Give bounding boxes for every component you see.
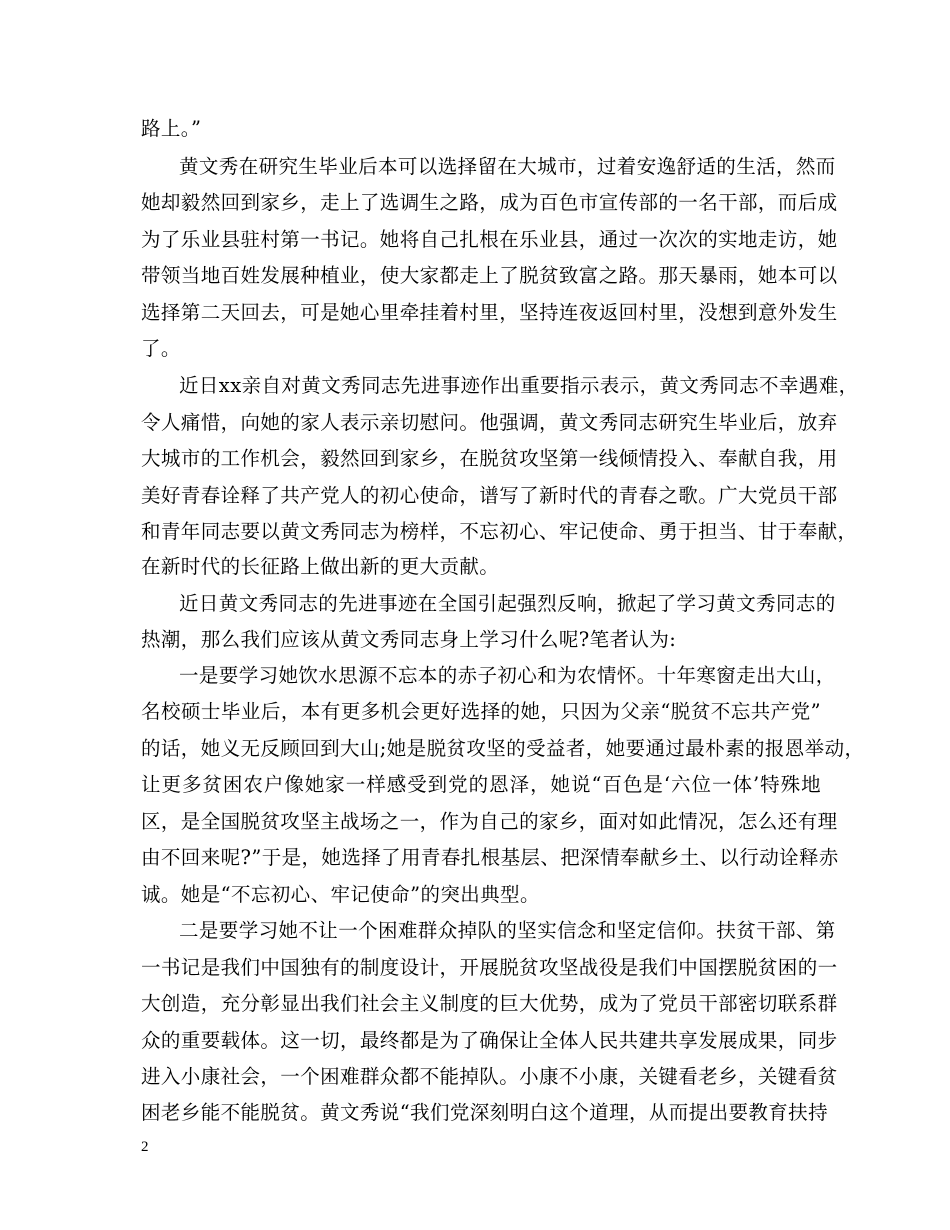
text-line: 在新时代的长征路上做出新的更大贡献。: [141, 555, 500, 578]
text-line: 热潮，那么我们应该从黄文秀同志身上学习什么呢?笔者认为:: [141, 628, 677, 651]
page-number: 2: [141, 1139, 149, 1155]
text-line: 和青年同志要以黄文秀同志为榜样，不忘初心、牢记使命、勇于担当、甘于奉献，: [141, 520, 858, 543]
text-line: 由不回来呢?”于是，她选择了用青春扎根基层、把深情奉献乡土、以行动诠释赤: [141, 846, 839, 869]
text-line: 一是要学习她饮水思源不忘本的赤子初心和为农情怀。十年寒窗走出大山，: [179, 664, 836, 687]
text-line: 路上。”: [141, 117, 202, 140]
text-line: 进入小康社会，一个困难群众都不能掉队。小康不小康，关键看老乡，关键看贫: [141, 1065, 838, 1088]
text-line: 她却毅然回到家乡，走上了选调生之路，成为百色市宣传部的一名干部，而后成: [141, 191, 838, 214]
text-line: 大城市的工作机会，毅然回到家乡，在脱贫攻坚第一线倾情投入、奉献自我，用: [141, 447, 838, 470]
text-line: 困老乡能不能脱贫。黄文秀说“我们党深刻明白这个道理，从而提出要教育扶持: [141, 1101, 828, 1124]
text-line: 近日黄文秀同志的先进事迹在全国引起强烈反响，掀起了学习黄文秀同志的: [179, 592, 836, 615]
text-line: 二是要学习她不让一个困难群众掉队的坚实信念和坚定信仰。扶贫干部、第: [179, 919, 836, 942]
text-line: 诚。她是“不忘初心、牢记使命”的突出典型。: [141, 883, 540, 906]
text-line: 黄文秀在研究生毕业后本可以选择留在大城市，过着安逸舒适的生活，然而: [179, 155, 836, 178]
text-line: 大创造，充分彰显出我们社会主义制度的巨大优势，成为了党员干部密切联系群: [141, 992, 838, 1015]
text-line: 美好青春诠释了共产党人的初心使命，谱写了新时代的青春之歌。广大党员干部: [141, 484, 838, 507]
text-line: 区，是全国脱贫攻坚主战场之一，作为自己的家乡，面对如此情况，怎么还有理: [141, 810, 838, 833]
text-line: 众的重要载体。这一切，最终都是为了确保让全体人民共建共享发展成果，同步: [141, 1029, 838, 1052]
text-line: 一书记是我们中国独有的制度设计，开展脱贫攻坚战役是我们中国摆脱贫困的一: [141, 956, 838, 979]
text-line: 了。: [141, 337, 181, 360]
text-line: 选择第二天回去，可是她心里牵挂着村里，坚持连夜返回村里，没想到意外发生: [141, 301, 838, 324]
text-line: 令人痛惜，向她的家人表示亲切慰问。他强调，黄文秀同志研究生毕业后，放弃: [141, 411, 838, 434]
text-line: 的话，她义无反顾回到大山;她是脱贫攻坚的受益者，她要通过最朴素的报恩举动，: [141, 737, 865, 760]
text-line: 让更多贫困农户像她家一样感受到党的恩泽，她说“百色是‘六位一体’特殊地: [141, 773, 821, 796]
text-line: 近日xx亲自对黄文秀同志先进事迹作出重要指示表示，黄文秀同志不幸遇难，: [179, 374, 859, 397]
text-line: 带领当地百姓发展种植业，使大家都走上了脱贫致富之路。那天暴雨，她本可以: [141, 264, 838, 287]
text-line: 名校硕士毕业后，本有更多机会更好选择的她，只因为父亲“脱贫不忘共产党”: [141, 700, 821, 723]
text-line: 为了乐业县驻村第一书记。她将自己扎根在乐业县，通过一次次的实地走访，她: [141, 228, 838, 251]
